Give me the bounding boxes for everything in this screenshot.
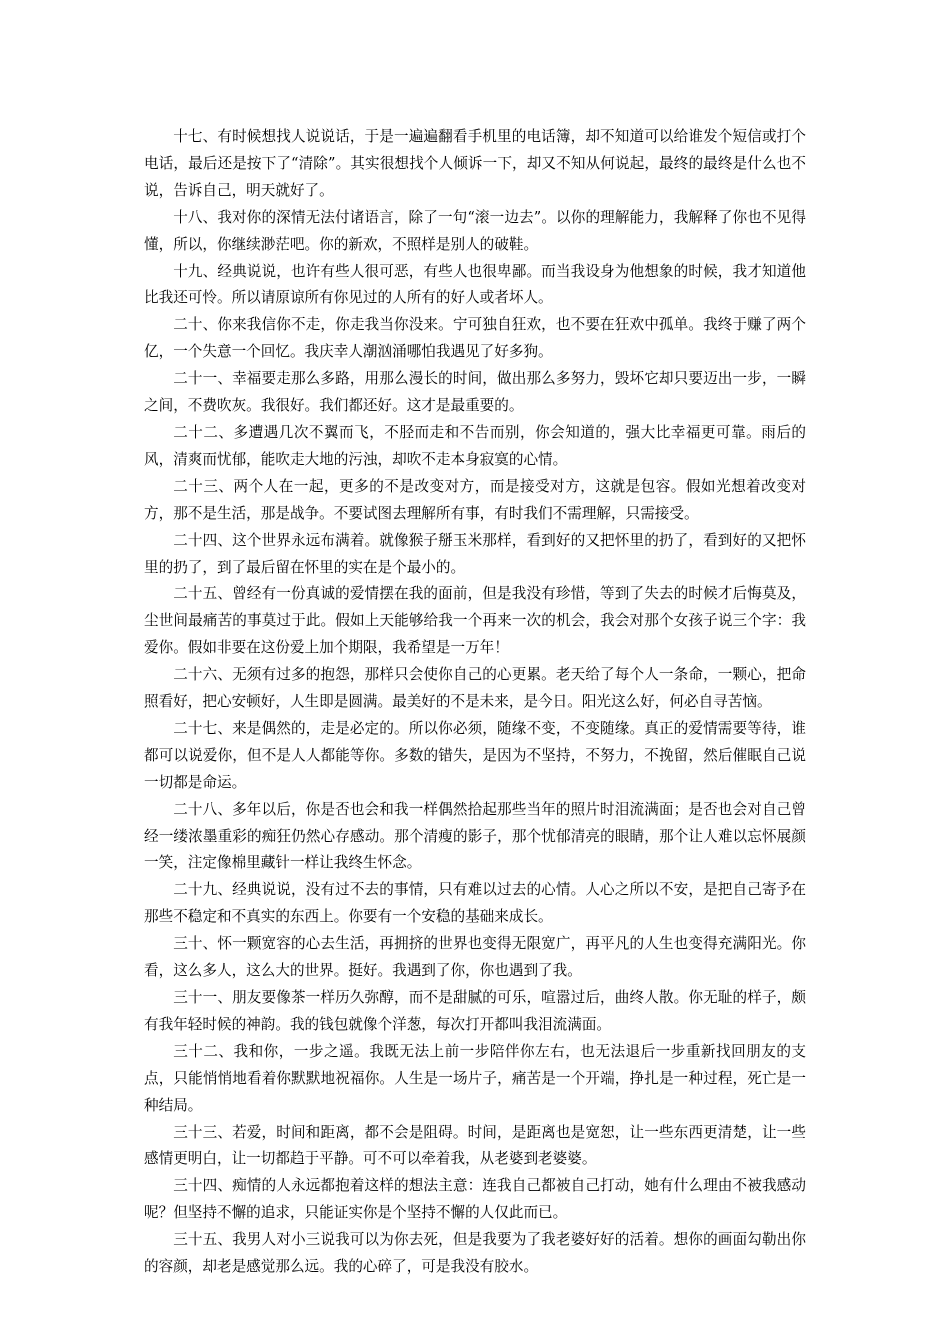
paragraph-28: 二十八、多年以后，你是否也会和我一样偶然拾起那些当年的照片时泪流满面；是否也会对自己曾经一缕浓墨重彩的痴狂仍然心存感动。那个清瘦的影子，那个忧郁清亮的眼睛，那个让人难以忘怀展颜一笑，注定像棉里藏针一样让我终生怀念。 — [144, 800, 806, 872]
paragraph-20: 二十、你来我信你不走，你走我当你没来。宁可独自狂欢，也不要在狂欢中孤单。我终于赚了两个亿，一个失意一个回忆。我庆幸人潮汹涌哪怕我遇见了好多狗。 — [144, 316, 806, 361]
document-body — [144, 124, 806, 1281]
paragraph-23: 二十三、两个人在一起，更多的不是改变对方，而是接受对方，这就是包容。假如光想着改变对方，那不是生活，那是战争。不要试图去理解所有事，有时我们不需理解，只需接受。 — [144, 477, 806, 522]
paragraph-21: 二十一、幸福要走那么多路，用那么漫长的时间，做出那么多努力，毁坏它却只要迈出一步，一瞬之间，不费吹灰。我很好。我们都还好。这才是最重要的。 — [144, 370, 806, 415]
paragraph-32: 三十二、我和你，一步之遥。我既无法上前一步陪伴你左右，也无法退后一步重新找回朋友的支点，只能悄悄地看着你默默地祝福你。人生是一场片子，痛苦是一个开端，挣扎是一种过程，死亡是一种结局。 — [144, 1042, 806, 1114]
paragraph-24: 二十四、这个世界永远布满着。就像猴子掰玉米那样，看到好的又把怀里的扔了，看到好的又把怀里的扔了，到了最后留在怀里的实在是个最小的。 — [144, 531, 806, 576]
paragraph-35: 三十五、我男人对小三说我可以为你去死，但是我要为了我老婆好好的活着。想你的画面勾勒出你的容颜，却老是感觉那么远。我的心碎了，可是我没有胶水。 — [144, 1231, 806, 1276]
paragraph-31: 三十一、朋友要像茶一样历久弥醇，而不是甜腻的可乐，喧嚣过后，曲终人散。你无耻的样子，颇有我年轻时候的神韵。我的钱包就像个洋葱，每次打开都叫我泪流满面。 — [144, 989, 806, 1033]
paragraph-25: 二十五、曾经有一份真诚的爱情摆在我的面前，但是我没有珍惜，等到了失去的时候才后悔莫及，尘世间最痛苦的事莫过于此。假如上天能够给我一个再来一次的机会，我会对那个女孩子说三个字：我爱你。假如非要在这份爱上加个期限，我希望是一万年！ — [144, 585, 806, 657]
paragraph-27: 二十七、来是偶然的，走是必定的。所以你必须，随缘不变，不变随缘。真正的爱情需要等待，谁都可以说爱你，但不是人人都能等你。多数的错失，是因为不坚持，不努力，不挽留，然后催眠自己说一切都是命运。 — [144, 719, 806, 791]
paragraph-30: 三十、怀一颗宽容的心去生活，再拥挤的世界也变得无限宽广，再平凡的人生也变得充满阳光。你看，这么多人，这么大的世界。挺好。我遇到了你，你也遇到了我。 — [144, 935, 806, 980]
paragraph-29: 二十九、经典说说，没有过不去的事情，只有难以过去的心情。人心之所以不安，是把自己寄予在那些不稳定和不真实的东西上。你要有一个安稳的基础来成长。 — [144, 881, 806, 926]
paragraph-19: 十九、经典说说，也许有些人很可恶，有些人也很卑鄙。而当我设身为他想象的时候，我才知道他比我还可怜。所以请原谅所有你见过的人所有的好人或者坏人。 — [144, 262, 806, 307]
paragraph-22: 二十二、多遭遇几次不翼而飞，不胫而走和不告而别，你会知道的，强大比幸福更可靠。雨后的风，清爽而忧郁，能吹走大地的污浊，却吹不走本身寂寞的心情。 — [144, 423, 806, 468]
paragraph-26: 二十六、无须有过多的抱怨，那样只会使你自己的心更累。老天给了每个人一条命，一颗心，把命照看好，把心安顿好，人生即是圆满。最美好的不是未来，是今日。阳光这么好，何必自寻苦恼。 — [144, 666, 806, 711]
paragraph-17: 十七、有时候想找人说说话，于是一遍遍翻看手机里的电话簿，却不知道可以给谁发个短信或打个电话，最后还是按下了“清除”。其实很想找个人倾诉一下，却又不知从何说起，最终的最终是什么也不说，告诉自己，明天就好了。 — [144, 128, 806, 199]
paragraph-33: 三十三、若爱，时间和距离，都不会是阻碍。时间，是距离也是宽恕，让一些东西更清楚，让一些感情更明白，让一切都趋于平静。可不可以牵着我，从老婆到老婆婆。 — [144, 1123, 806, 1168]
paragraph-34: 三十四、痴情的人永远都抱着这样的想法主意：连我自己都被自己打动，她有什么理由不被我感动呢？但坚持不懈的追求，只能证实你是个坚持不懈的人仅此而已。 — [144, 1177, 806, 1222]
paragraph-18: 十八、我对你的深情无法付诸语言，除了一句“滚一边去”。以你的理解能力，我解释了你也不见得懂，所以，你继续渺茫吧。你的新欢，不照样是别人的破鞋。 — [144, 208, 806, 253]
